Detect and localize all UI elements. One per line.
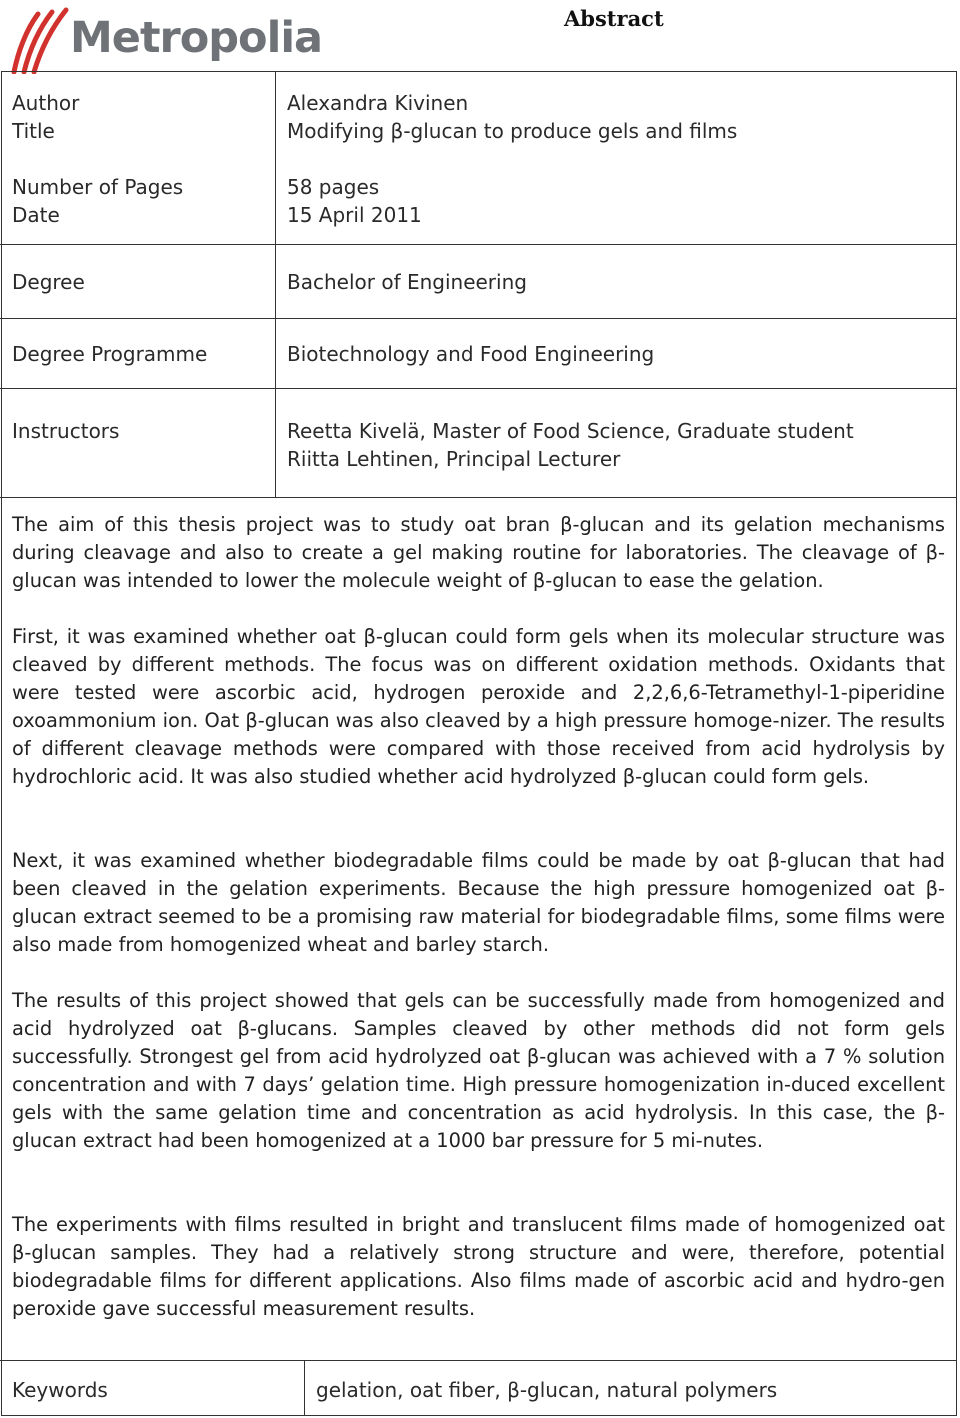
column-divider [275,72,276,497]
title-value: Modifying β-glucan to produce gels and films [287,119,738,143]
instructors-label: Instructors [12,419,120,443]
pages-value: 58 pages [287,175,380,199]
date-value: 15 April 2011 [287,203,422,227]
keywords-label: Keywords [12,1378,108,1402]
divider [0,497,956,498]
column-divider [304,1361,305,1415]
divider [0,318,956,319]
logo-wordmark: Metropolia [70,13,323,63]
page-title: Abstract [564,6,664,31]
degree-label: Degree [12,270,85,294]
keywords-value: gelation, oat fiber, β-glucan, natural polymers [316,1378,778,1402]
abstract-paragraph: The results of this project showed that gels can be successfully made from homogenized and acid hydrolyzed oat β-glucans. Samples cleaved by other methods did not form gels successfully. Strongest gel from acid hydrolyzed oat β-glucan was achieved with a 7 % solution concentration and with 7 days’ gelation time. High pressure homogenization in-duced excellent gels with the same gelation time and concentration as acid hydrolysis. In this case, the β-glucan extract had been homogenized at a 1000 bar pressure for 5 mi-nutes. [12,989,945,1152]
abstract-paragraph: The experiments with films resulted in bright and translucent films made of homogenized oat β-glucan samples. They had a relatively strong structure and were, therefore, potential biodegradable films for different applications. Also films made of ascorbic acid and hydro-gen peroxide gave successful measurement results. [12,1213,945,1320]
logo-mark-icon [8,2,70,74]
date-label: Date [12,203,60,227]
abstract-paragraph: First, it was examined whether oat β-glucan could form gels when its molecular structure was cleaved by different methods. The focus was on different oxidation methods. Oxidants that were tested were ascorbic acid, hydrogen peroxide and 2,2,6,6-Tetramethyl-1-piperidine oxoammonium ion. Oat β-glucan was also cleaved by a high pressure homoge-nizer. The results of different cleavage methods were compared with those received from acid hydrolysis by hydrochloric acid. It was also studied whether acid hydrolyzed β-glucan could form gels. [12,625,945,788]
divider [0,244,956,245]
divider [0,1360,956,1361]
abstract-paragraph: Next, it was examined whether biodegradable films could be made by oat β-glucan that had been cleaved in the gelation experiments. Because the high pressure homogenized oat β-glucan extract seemed to be a promising raw material for biodegradable films, some films were also made from homogenized wheat and barley starch. [12,849,945,956]
programme-label: Degree Programme [12,342,208,366]
abstract-paragraph: The aim of this thesis project was to study oat bran β-glucan and its gelation mechanisms during cleavage and also to create a gel making routine for laboratories. The cleavage of β-glucan was intended to lower the molecule weight of β-glucan to ease the gelation. [12,513,945,592]
instructor-item: Riitta Lehtinen, Principal Lecturer [287,447,621,471]
pages-label: Number of Pages [12,175,184,199]
instructor-item: Reetta Kivelä, Master of Food Science, Graduate student [287,419,854,443]
programme-value: Biotechnology and Food Engineering [287,342,655,366]
metropolia-logo [8,2,328,74]
author-label: Author [12,91,80,115]
author-value: Alexandra Kivinen [287,91,469,115]
title-label: Title [12,119,55,143]
divider [0,388,956,389]
degree-value: Bachelor of Engineering [287,270,527,294]
